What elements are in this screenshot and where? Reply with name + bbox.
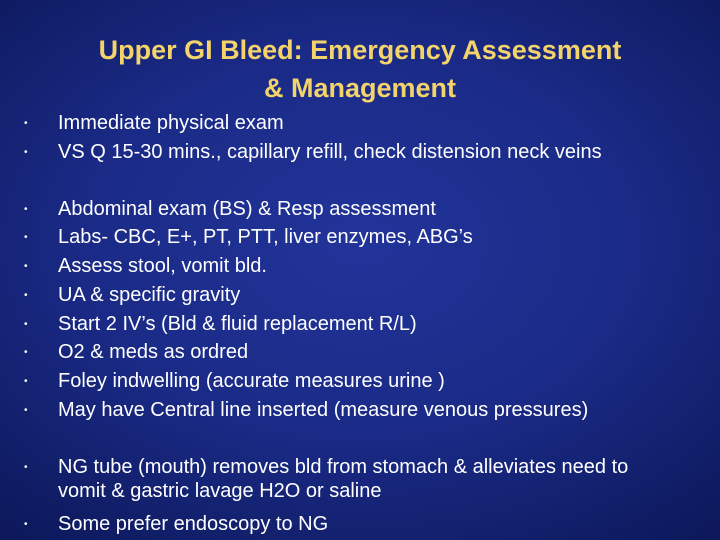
bullet-list [24,110,664,539]
bullet-text: Foley indwelling (accurate measures urine ) [58,369,445,392]
bullet-text: Start 2 IV’s (Bld & fluid replacement R/L) [58,312,417,335]
bullet-point-icon: • [24,289,28,301]
bullet-item [24,139,664,196]
bullet-text: Labs- CBC, E+, PT, PTT, liver enzymes, ABG’s [58,226,473,249]
bullet-text: O2 & meds as ordred [58,341,249,364]
bullet-item [24,196,664,225]
bullet-text: Abdominal exam (BS) & Resp assessment [58,197,436,220]
bullet-point-icon: • [24,146,28,158]
bullet-item [24,110,664,139]
bullet-item [24,397,664,454]
bullet-point-icon: • [24,261,28,273]
bullet-item [24,253,664,282]
bullet-text: Immediate physical exam [58,112,284,134]
bullet-text: May have Central line inserted (measure venous pressures) [58,398,589,421]
bullet-point-icon: • [24,203,28,215]
slide-title-line-1: Upper GI Bleed: Emergency Assessment [98,35,622,65]
bullet-item [24,339,664,368]
bullet-point-icon: • [24,347,28,359]
bullet-item [24,311,664,340]
bullet-item [24,224,664,253]
slide-title-line-2: & Management [263,73,457,103]
slide-title [40,31,680,107]
bullet-item [24,368,664,397]
bullet-point-icon: • [24,375,28,387]
bullet-item [24,282,664,311]
bullet-item [24,511,664,540]
bullet-text: Some prefer endoscopy to NG [58,512,329,535]
bullet-text: NG tube (mouth) removes bld from stomach & alleviates need to vomit & gastric lavage H2O or saline [58,455,629,502]
bullet-point-icon: • [24,404,28,416]
bullet-point-icon: • [24,232,28,244]
bullet-text: VS Q 15-30 mins., capillary refill, check distension neck veins [58,140,602,163]
bullet-text: UA & specific gravity [58,283,241,306]
bullet-point-icon: • [24,461,28,473]
bullet-point-icon: • [24,518,28,530]
bullet-text: Assess stool, vomit bld. [58,255,267,278]
bullet-point-icon: • [24,118,28,129]
bullet-point-icon: • [24,318,28,330]
bullet-item [24,454,664,511]
